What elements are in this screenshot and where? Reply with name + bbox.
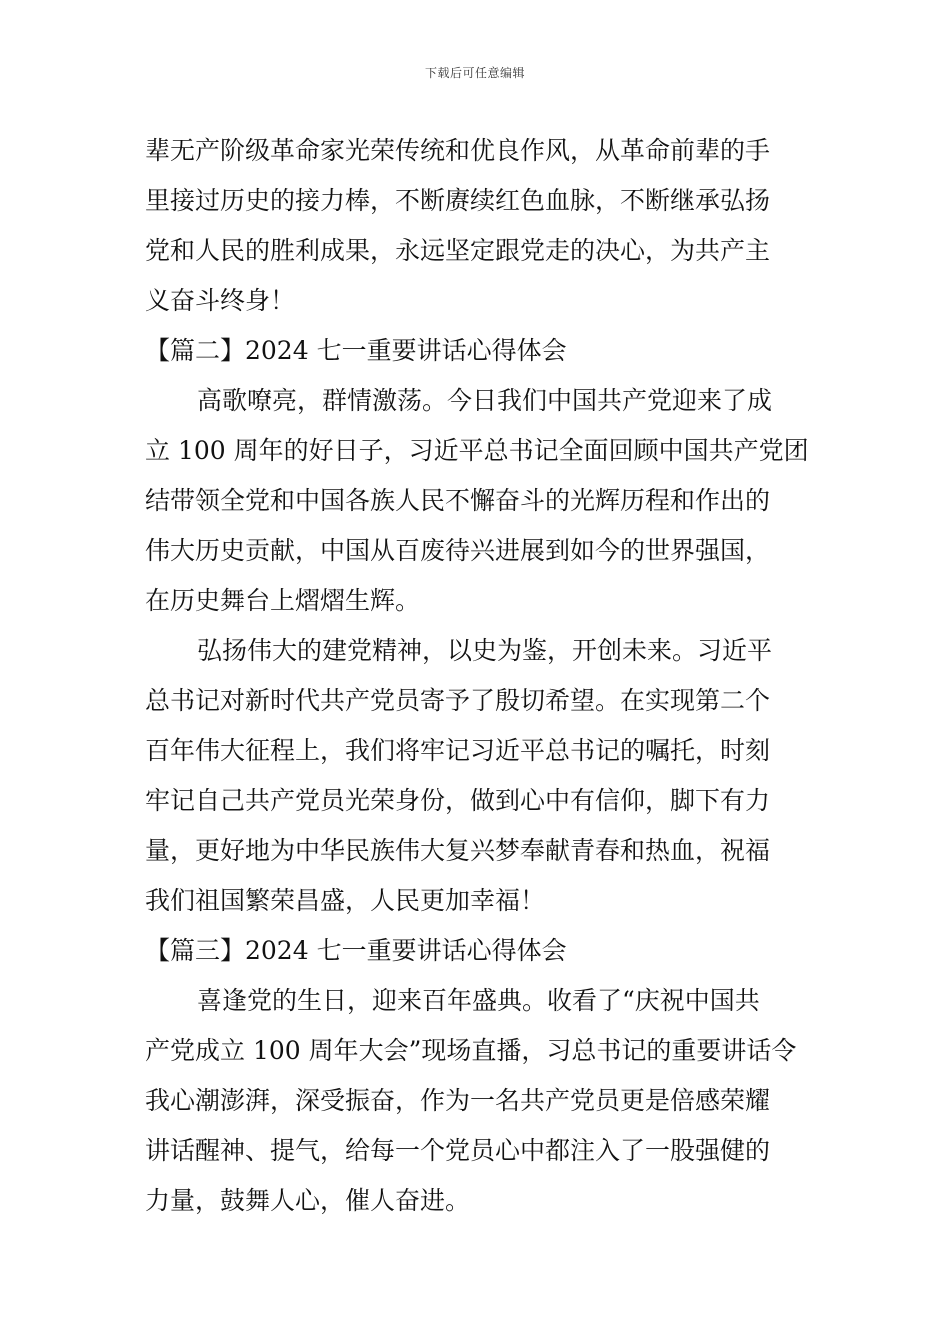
text-line: 结带领全党和中国各族人民不懈奋斗的光辉历程和作出的 <box>145 486 771 515</box>
page-header: 下载后可任意编辑 <box>424 66 525 80</box>
text-line: 我们祖国繁荣昌盛，人民更加幸福！ <box>145 886 546 915</box>
paragraph-2 <box>145 626 810 926</box>
text-line: 立 100 周年的好日子，习近平总书记全面回顾中国共产党团 <box>145 436 809 465</box>
section-heading-3: 【篇三】2024 七一重要讲话心得体会 <box>145 936 567 965</box>
section-heading-2: 【篇二】2024 七一重要讲话心得体会 <box>145 336 567 365</box>
paragraph-1 <box>145 376 810 626</box>
text-line: 弘扬伟大的建党精神，以史为鉴，开创未来。习近平 <box>197 636 773 665</box>
text-line: 里接过历史的接力棒，不断赓续红色血脉，不断继承弘扬 <box>145 186 771 215</box>
text-line: 量，更好地为中华民族伟大复兴梦奉献青春和热血，祝福 <box>145 836 771 865</box>
text-line: 产党成立 100 周年大会”现场直播，习总书记的重要讲话令 <box>145 1036 797 1065</box>
text-line: 百年伟大征程上，我们将牢记习近平总书记的嘱托，时刻 <box>145 736 771 765</box>
paragraph-continuation <box>145 126 810 326</box>
document-body <box>145 126 810 1226</box>
text-line: 我心潮澎湃，深受振奋，作为一名共产党员更是倍感荣耀 <box>145 1086 771 1115</box>
text-line: 义奋斗终身！ <box>145 286 296 315</box>
text-line: 辈无产阶级革命家光荣传统和优良作风，从革命前辈的手 <box>145 136 771 165</box>
text-line: 党和人民的胜利成果，永远坚定跟党走的决心，为共产主 <box>145 236 771 265</box>
paragraph-3 <box>145 976 810 1226</box>
text-line: 牢记自己共产党员光荣身份，做到心中有信仰，脚下有力 <box>145 786 771 815</box>
text-line: 高歌嘹亮，群情激荡。今日我们中国共产党迎来了成 <box>197 386 773 415</box>
text-line: 力量，鼓舞人心，催人奋进。 <box>145 1186 471 1215</box>
text-line: 讲话醒神、提气，给每一个党员心中都注入了一股强健的 <box>145 1136 771 1165</box>
text-line: 在历史舞台上熠熠生辉。 <box>145 586 421 615</box>
text-line: 总书记对新时代共产党员寄予了殷切希望。在实现第二个 <box>145 686 771 715</box>
text-line: 喜逢党的生日，迎来百年盛典。收看了“庆祝中国共 <box>197 986 760 1015</box>
text-line: 伟大历史贡献，中国从百废待兴进展到如今的世界强国， <box>145 536 771 565</box>
